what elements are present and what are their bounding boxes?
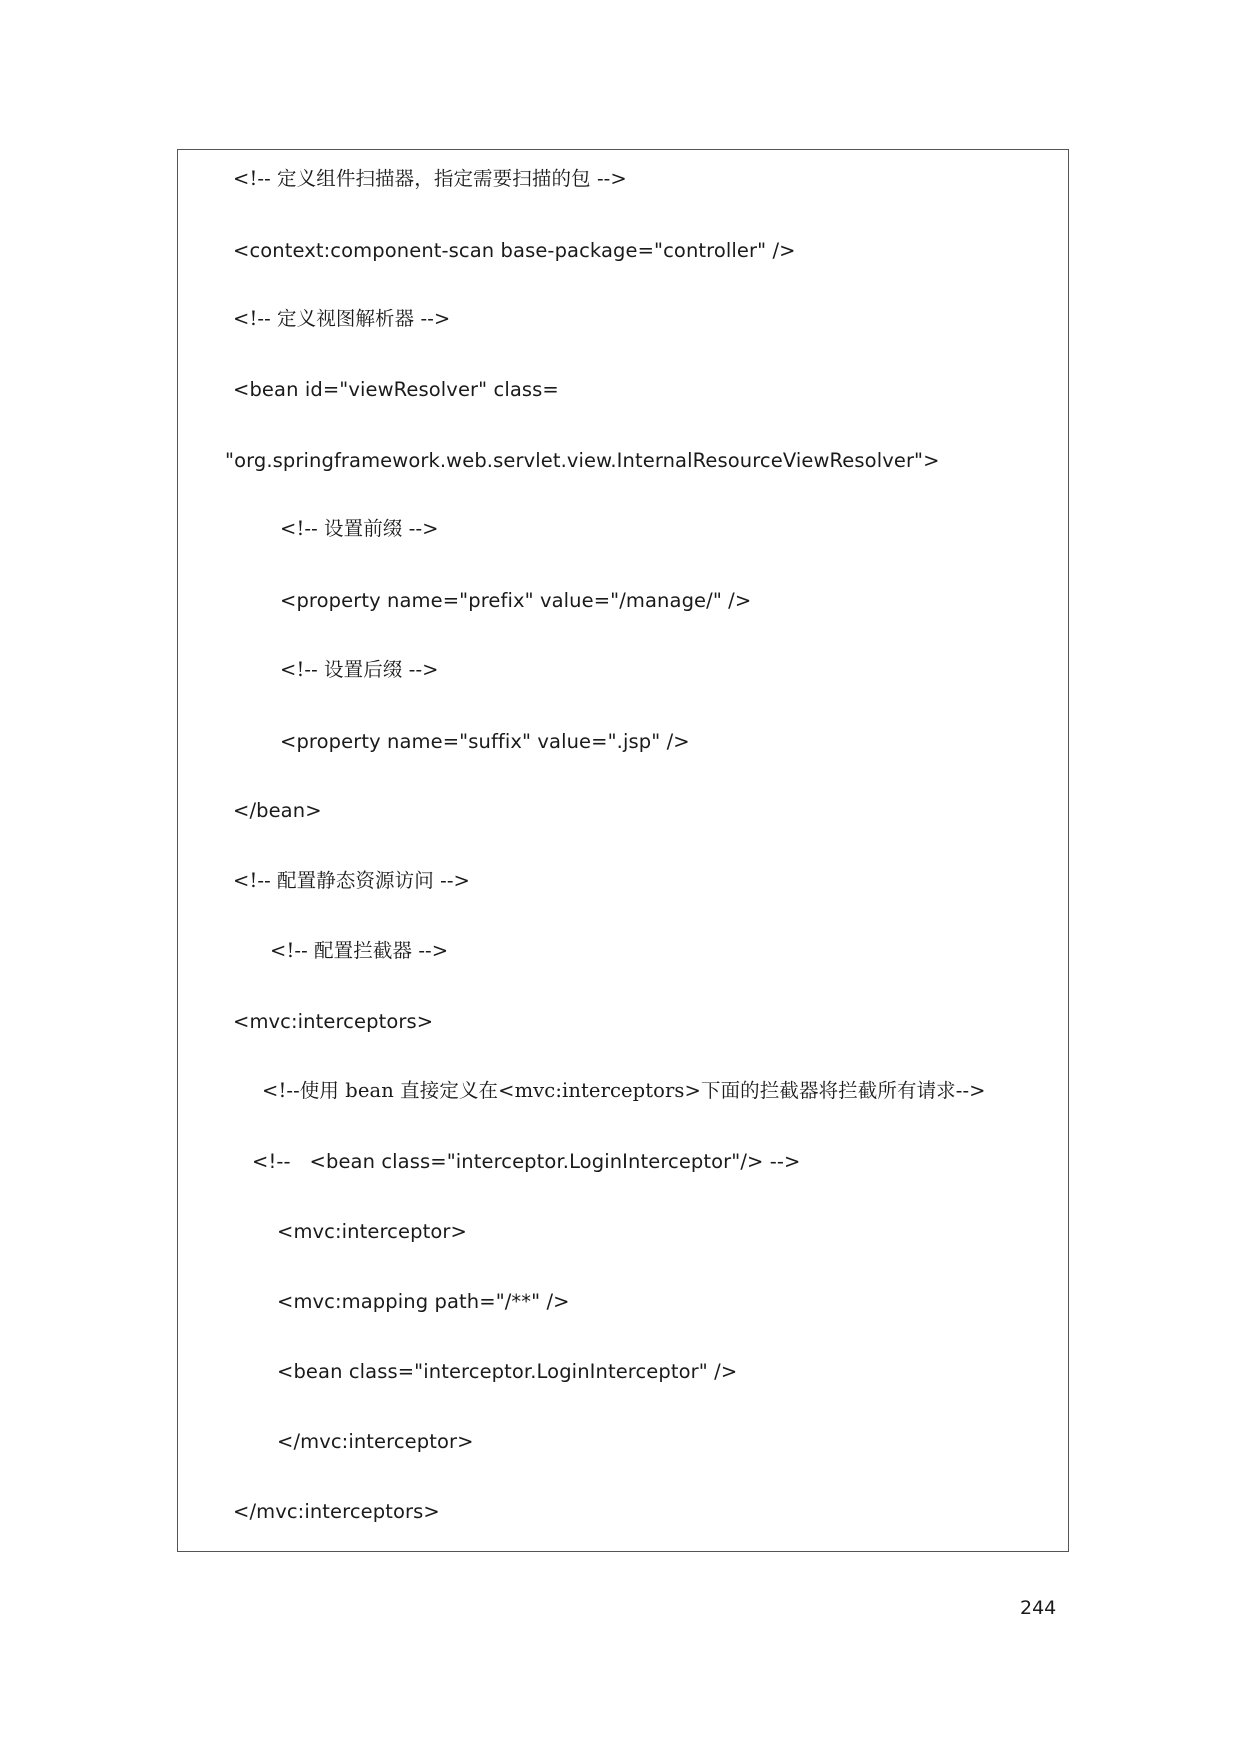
code-line-comment-view-resolver: <!-- 定义视图解析器 --> — [233, 307, 451, 330]
code-line-comment-interceptors: <!-- 配置拦截器 --> — [270, 939, 449, 962]
code-line-comment-component-scan: <!-- 定义组件扫描器，指定需要扫描的包 --> — [233, 167, 627, 190]
code-line-bean-login-interceptor: <bean class="interceptor.LoginInterceptor" /> — [277, 1360, 738, 1383]
code-line-component-scan: <context:component-scan base-package="controller" /> — [233, 239, 796, 262]
code-listing-box — [177, 149, 1069, 1552]
code-line-comment-static-resources: <!-- 配置静态资源访问 --> — [233, 869, 470, 892]
page-number: 244 — [1020, 1597, 1057, 1619]
code-line-mvc-interceptor-close: </mvc:interceptor> — [277, 1430, 474, 1453]
code-line-comment-bean-interceptor: <!--使用 bean 直接定义在<mvc:interceptors>下面的拦截器将拦截所有请求--> — [262, 1079, 986, 1102]
code-line-bean-close: </bean> — [233, 799, 322, 822]
code-line-property-prefix: <property name="prefix" value="/manage/" /> — [280, 589, 752, 612]
code-line-view-resolver-class: "org.springframework.web.servlet.view.InternalResourceViewResolver"> — [225, 449, 940, 472]
code-line-mvc-interceptor-open: <mvc:interceptor> — [277, 1220, 467, 1243]
code-line-comment-prefix: <!-- 设置前缀 --> — [280, 517, 439, 540]
code-line-mvc-interceptors-open: <mvc:interceptors> — [233, 1010, 434, 1033]
code-line-mvc-interceptors-close: </mvc:interceptors> — [233, 1500, 440, 1523]
code-line-bean-view-resolver: <bean id="viewResolver" class= — [233, 378, 559, 401]
code-line-mvc-mapping: <mvc:mapping path="/**" /> — [277, 1290, 570, 1313]
code-line-commented-bean: <!-- <bean class="interceptor.LoginInterceptor"/> --> — [252, 1150, 801, 1173]
code-line-property-suffix: <property name="suffix" value=".jsp" /> — [280, 730, 690, 753]
code-line-comment-suffix: <!-- 设置后缀 --> — [280, 658, 439, 681]
